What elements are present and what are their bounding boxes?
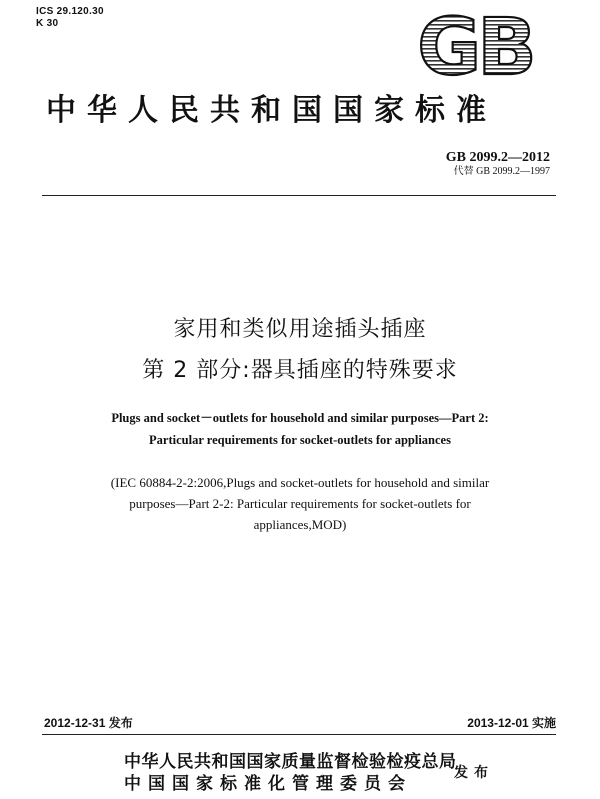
issuer-line-2: 中国国家标准化管理委员会 (124, 774, 412, 794)
replaces-standard: 代替 GB 2099.2—1997 (453, 166, 550, 177)
iec-reference-line-2: purposes—Part 2-2: Particular requirements for socket-outlets for (129, 496, 471, 511)
bottom-divider (42, 734, 556, 735)
english-title-line-1: Plugs and socket－outlets for household and similar purposes—Part 2: (111, 411, 489, 425)
implementation-date: 2013-12-01 实施 (467, 716, 556, 730)
issue-label: 发布 (454, 765, 494, 781)
iec-reference-line-3: appliances,MOD) (253, 517, 347, 532)
national-standard-title: 中华人民共和国国家标准 (46, 93, 497, 128)
english-title-line-2: Particular requirements for socket-outlets for appliances (149, 433, 451, 447)
iec-reference-line-1: (IEC 60884-2-2:2006,Plugs and socket-outlets for household and similar (110, 475, 490, 490)
issuer-line-1: 中华人民共和国国家质量监督检验检疫总局 (124, 752, 457, 772)
gb-logo-icon (400, 8, 550, 82)
classification-codes (36, 6, 104, 30)
ccs-code: K 30 (36, 18, 59, 29)
chinese-title-line-1: 家用和类似用途插头插座 (173, 317, 427, 342)
chinese-title-line-2: 第 2 部分:器具插座的特殊要求 (142, 358, 458, 383)
issue-date: 2012-12-31 发布 (44, 716, 133, 730)
standard-number: GB 2099.2—2012 (445, 150, 550, 165)
top-divider (42, 195, 556, 196)
svg-text:GB: GB (417, 8, 533, 82)
ics-code: ICS 29.120.30 (36, 6, 104, 17)
